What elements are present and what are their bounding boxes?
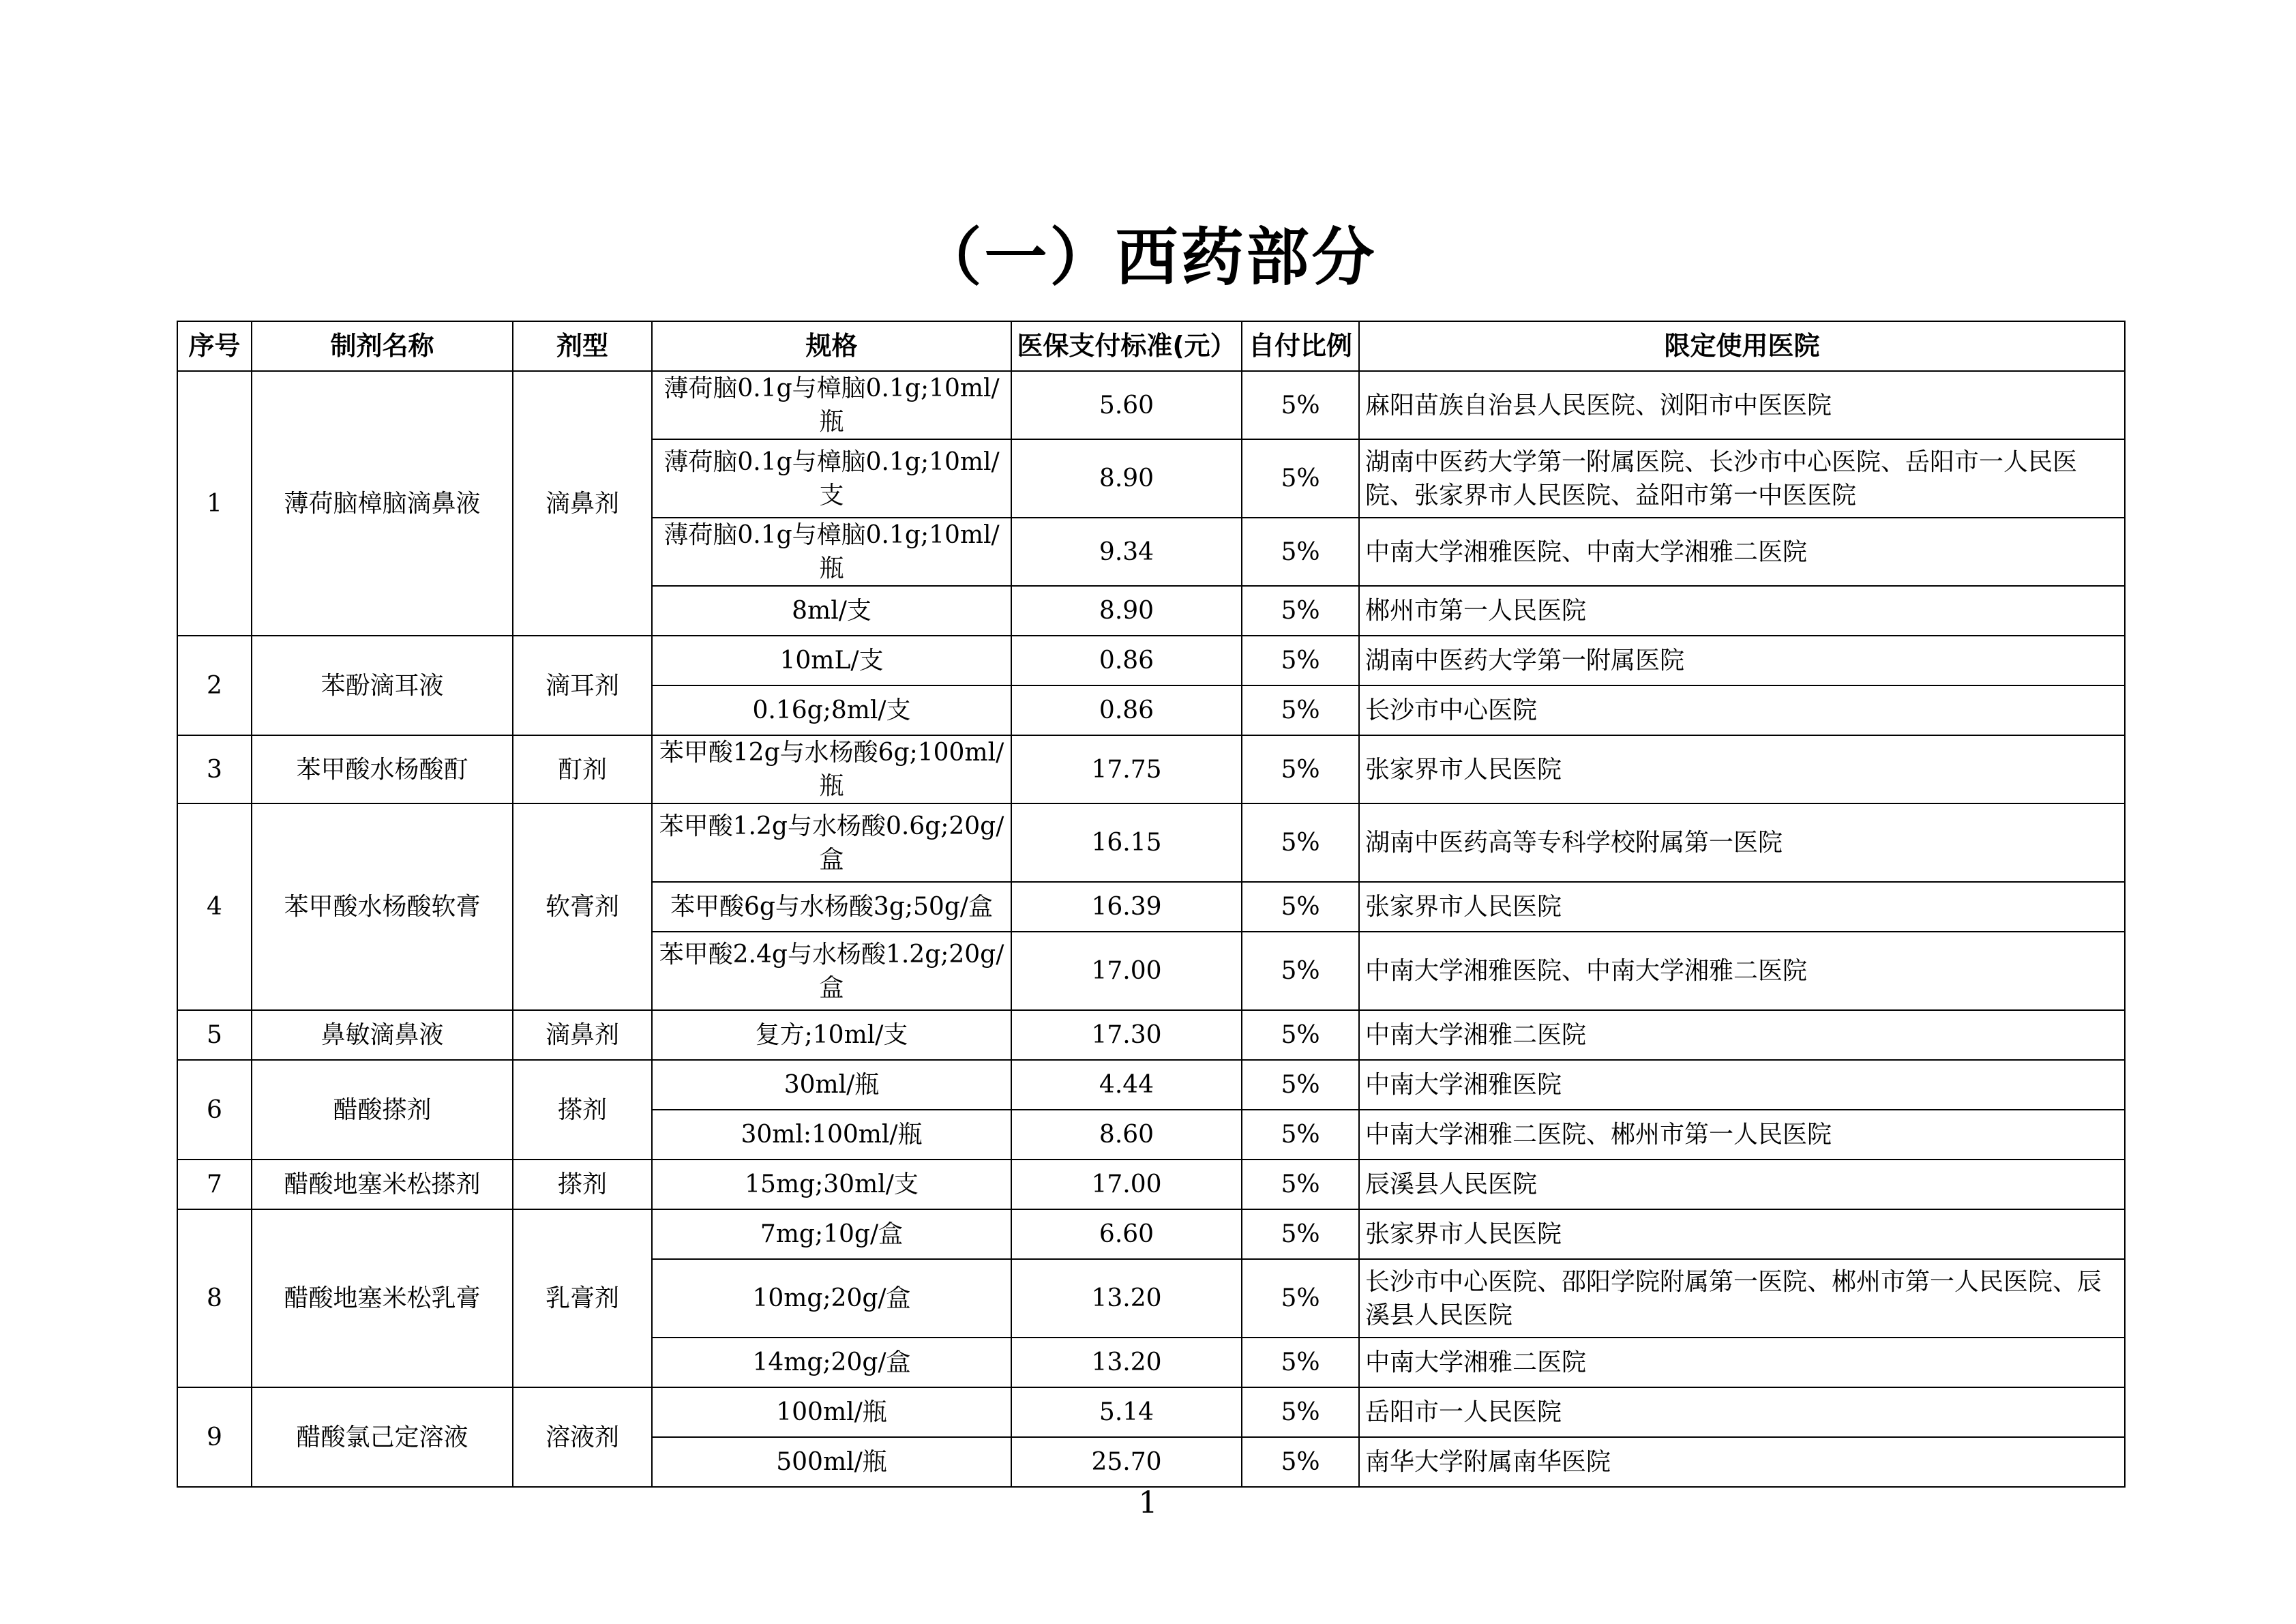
cell-spec: 苯甲酸12g与水杨酸6g;100ml/瓶 [652,735,1011,803]
cell-ratio: 5% [1242,932,1359,1010]
column-header-spec: 规格 [652,321,1011,371]
cell-hospital: 南华大学附属南华医院 [1359,1437,2125,1487]
cell-price: 0.86 [1011,685,1242,735]
table-row [177,636,2125,685]
column-header-price: 医保支付标准(元） [1011,321,1242,371]
cell-spec: 30ml/瓶 [652,1060,1011,1110]
cell-hospital: 长沙市中心医院 [1359,685,2125,735]
cell-ratio: 5% [1242,518,1359,586]
cell-ratio: 5% [1242,1060,1359,1110]
cell-price: 5.14 [1011,1387,1242,1437]
table-row [177,1387,2125,1437]
cell-hospital: 湖南中医药大学第一附属医院、长沙市中心医院、岳阳市一人民医院、张家界市人民医院、益阳市第一中医医院 [1359,439,2125,518]
cell-ratio: 5% [1242,685,1359,735]
cell-hospital: 辰溪县人民医院 [1359,1160,2125,1209]
cell-price: 17.00 [1011,1160,1242,1209]
cell-hospital: 张家界市人民医院 [1359,882,2125,932]
cell-name: 苯甲酸水杨酸软膏 [252,803,513,1010]
cell-price: 8.90 [1011,439,1242,518]
table-row [177,1010,2125,1060]
cell-price: 25.70 [1011,1437,1242,1487]
cell-no: 4 [177,803,252,1010]
cell-ratio: 5% [1242,1387,1359,1437]
table-row [177,371,2125,439]
cell-name: 醋酸地塞米松搽剂 [252,1160,513,1209]
cell-price: 16.39 [1011,882,1242,932]
cell-hospital: 郴州市第一人民医院 [1359,586,2125,636]
cell-spec: 15mg;30ml/支 [652,1160,1011,1209]
cell-ratio: 5% [1242,1209,1359,1259]
cell-hospital: 湖南中医药高等专科学校附属第一医院 [1359,803,2125,882]
cell-ratio: 5% [1242,1259,1359,1338]
cell-form: 滴鼻剂 [513,371,652,636]
cell-form: 滴鼻剂 [513,1010,652,1060]
cell-hospital: 中南大学湘雅二医院 [1359,1010,2125,1060]
cell-price: 4.44 [1011,1060,1242,1110]
cell-spec: 500ml/瓶 [652,1437,1011,1487]
cell-no: 9 [177,1387,252,1487]
cell-form: 搽剂 [513,1060,652,1160]
cell-price: 5.60 [1011,371,1242,439]
cell-ratio: 5% [1242,1110,1359,1160]
cell-spec: 10mg;20g/盒 [652,1259,1011,1338]
cell-no: 2 [177,636,252,735]
cell-ratio: 5% [1242,1160,1359,1209]
cell-price: 8.60 [1011,1110,1242,1160]
cell-hospital: 长沙市中心医院、邵阳学院附属第一医院、郴州市第一人民医院、辰溪县人民医院 [1359,1259,2125,1338]
cell-name: 鼻敏滴鼻液 [252,1010,513,1060]
page-title: （一）西药部分 [919,221,1377,294]
cell-form: 酊剂 [513,735,652,803]
cell-hospital: 湖南中医药大学第一附属医院 [1359,636,2125,685]
column-header-hospital: 限定使用医院 [1359,321,2125,371]
cell-name: 苯甲酸水杨酸酊 [252,735,513,803]
cell-price: 17.00 [1011,932,1242,1010]
cell-no: 6 [177,1060,252,1160]
cell-spec: 8ml/支 [652,586,1011,636]
table-row [177,1209,2125,1259]
cell-price: 13.20 [1011,1338,1242,1387]
cell-hospital: 中南大学湘雅二医院 [1359,1338,2125,1387]
cell-spec: 薄荷脑0.1g与樟脑0.1g;10ml/瓶 [652,371,1011,439]
cell-hospital: 张家界市人民医院 [1359,735,2125,803]
cell-price: 13.20 [1011,1259,1242,1338]
cell-price: 9.34 [1011,518,1242,586]
cell-ratio: 5% [1242,882,1359,932]
cell-spec: 苯甲酸6g与水杨酸3g;50g/盒 [652,882,1011,932]
cell-hospital: 麻阳苗族自治县人民医院、浏阳市中医医院 [1359,371,2125,439]
cell-price: 8.90 [1011,586,1242,636]
cell-price: 6.60 [1011,1209,1242,1259]
cell-form: 乳膏剂 [513,1209,652,1387]
cell-form: 搽剂 [513,1160,652,1209]
cell-spec: 复方;10ml/支 [652,1010,1011,1060]
cell-ratio: 5% [1242,803,1359,882]
cell-hospital: 中南大学湘雅二医院、郴州市第一人民医院 [1359,1110,2125,1160]
cell-name: 醋酸氯己定溶液 [252,1387,513,1487]
cell-spec: 薄荷脑0.1g与樟脑0.1g;10ml/支 [652,439,1011,518]
table-header-row [177,321,2125,371]
cell-spec: 薄荷脑0.1g与樟脑0.1g;10ml/瓶 [652,518,1011,586]
cell-spec: 30ml:100ml/瓶 [652,1110,1011,1160]
cell-no: 5 [177,1010,252,1060]
table-row [177,735,2125,803]
cell-spec: 0.16g;8ml/支 [652,685,1011,735]
table-row [177,803,2125,882]
cell-spec: 10mL/支 [652,636,1011,685]
page-number: 1 [1138,1486,1158,1520]
table-body [177,371,2125,1487]
cell-price: 0.86 [1011,636,1242,685]
column-header-ratio: 自付比例 [1242,321,1359,371]
cell-hospital: 中南大学湘雅医院 [1359,1060,2125,1110]
cell-spec: 苯甲酸2.4g与水杨酸1.2g;20g/盒 [652,932,1011,1010]
cell-ratio: 5% [1242,586,1359,636]
cell-name: 醋酸搽剂 [252,1060,513,1160]
cell-spec: 100ml/瓶 [652,1387,1011,1437]
cell-name: 苯酚滴耳液 [252,636,513,735]
column-header-name: 制剂名称 [252,321,513,371]
cell-ratio: 5% [1242,371,1359,439]
cell-ratio: 5% [1242,636,1359,685]
cell-hospital: 张家界市人民医院 [1359,1209,2125,1259]
cell-hospital: 岳阳市一人民医院 [1359,1387,2125,1437]
cell-price: 17.75 [1011,735,1242,803]
cell-form: 溶液剂 [513,1387,652,1487]
cell-hospital: 中南大学湘雅医院、中南大学湘雅二医院 [1359,518,2125,586]
cell-no: 1 [177,371,252,636]
cell-no: 7 [177,1160,252,1209]
cell-hospital: 中南大学湘雅医院、中南大学湘雅二医院 [1359,932,2125,1010]
drug-table [177,321,2126,1488]
cell-ratio: 5% [1242,1010,1359,1060]
cell-form: 软膏剂 [513,803,652,1010]
cell-name: 醋酸地塞米松乳膏 [252,1209,513,1387]
cell-ratio: 5% [1242,1437,1359,1487]
cell-no: 8 [177,1209,252,1387]
cell-spec: 14mg;20g/盒 [652,1338,1011,1387]
cell-ratio: 5% [1242,735,1359,803]
column-header-no: 序号 [177,321,252,371]
cell-name: 薄荷脑樟脑滴鼻液 [252,371,513,636]
cell-price: 16.15 [1011,803,1242,882]
cell-spec: 7mg;10g/盒 [652,1209,1011,1259]
cell-no: 3 [177,735,252,803]
cell-ratio: 5% [1242,439,1359,518]
table-row [177,1160,2125,1209]
cell-form: 滴耳剂 [513,636,652,735]
cell-spec: 苯甲酸1.2g与水杨酸0.6g;20g/盒 [652,803,1011,882]
table-row [177,1060,2125,1110]
cell-ratio: 5% [1242,1338,1359,1387]
column-header-form: 剂型 [513,321,652,371]
cell-price: 17.30 [1011,1010,1242,1060]
